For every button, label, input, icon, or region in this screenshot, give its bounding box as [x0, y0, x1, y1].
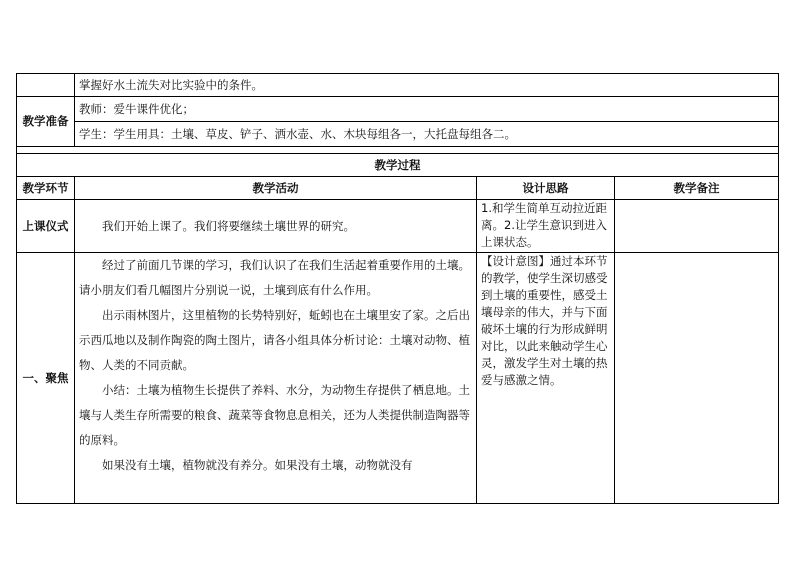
prep-teacher-row	[17, 97, 779, 122]
focus-paragraph: 如果没有土壤，植物就没有养分。如果没有土壤，动物就没有	[102, 458, 413, 472]
objective-row	[17, 74, 779, 97]
header-notes: 教学备注	[615, 177, 779, 200]
stage-ceremony-activity	[75, 200, 477, 253]
stage-row-focus	[17, 253, 779, 504]
focus-paragraph: 出示雨林图片，这里植物的长势特别好，蚯蚓也在土壤里安了家。之后出示西瓜地以及制作陶瓷的陶土图片，请各小组具体分析讨论：土壤对动物、植物、人类的不同贡献。	[79, 308, 470, 372]
prep-student-text: 学生：学生用具：土壤、草皮、铲子、洒水壶、水、木块每组各一，大托盘每组各二。	[75, 122, 779, 147]
prep-student-row	[17, 122, 779, 147]
stage-ceremony-notes	[615, 200, 779, 253]
stage-ceremony-design: 1.和学生简单互动拉近距离。2.让学生意识到进入上课状态。	[477, 200, 615, 253]
ceremony-activity-text: 我们开始上课了。我们将要继续土壤世界的研究。	[102, 218, 355, 233]
stage-focus-activity	[75, 253, 477, 504]
header-activity: 教学活动	[75, 177, 477, 200]
stage-ceremony-label: 上课仪式	[17, 200, 75, 253]
stage-focus-design: 【设计意图】通过本环节的教学，使学生深切感受到土壤的重要性，感受土壤母亲的伟大，并与下面破坏土壤的行为形成鲜明对比，以此来触动学生心灵，激发学生对土壤的热爱与感激之情。	[477, 253, 615, 504]
stage-focus-label: 一、聚焦	[17, 253, 75, 504]
stage-focus-notes	[615, 253, 779, 504]
stage-row-ceremony	[17, 200, 779, 253]
process-title-row	[17, 154, 779, 177]
focus-paragraph: 小结：土壤为植物生长提供了养料、水分，为动物生存提供了栖息地。土壤与人类生存所需要的粮食、蔬菜等食物息息相关，还为人类提供制造陶器等的原料。	[79, 383, 470, 447]
prep-label: 教学准备	[17, 97, 75, 147]
header-stage: 教学环节	[17, 177, 75, 200]
process-title: 教学过程	[17, 154, 779, 177]
focus-paragraph: 经过了前面几节课的学习，我们认识了在我们生活起着重要作用的土壤。请小朋友们看几幅图片分别说一说，土壤到底有什么作用。	[79, 258, 470, 297]
prep-teacher-text: 教师：爱牛课件优化；	[75, 97, 779, 122]
header-row	[17, 177, 779, 200]
objective-label-cell	[17, 74, 75, 97]
section-spacer	[17, 147, 779, 154]
lesson-plan-table	[16, 73, 779, 504]
objective-text: 掌握好水土流失对比实验中的条件。	[75, 74, 779, 97]
header-design: 设计思路	[477, 177, 615, 200]
section-spacer-row	[17, 147, 779, 154]
